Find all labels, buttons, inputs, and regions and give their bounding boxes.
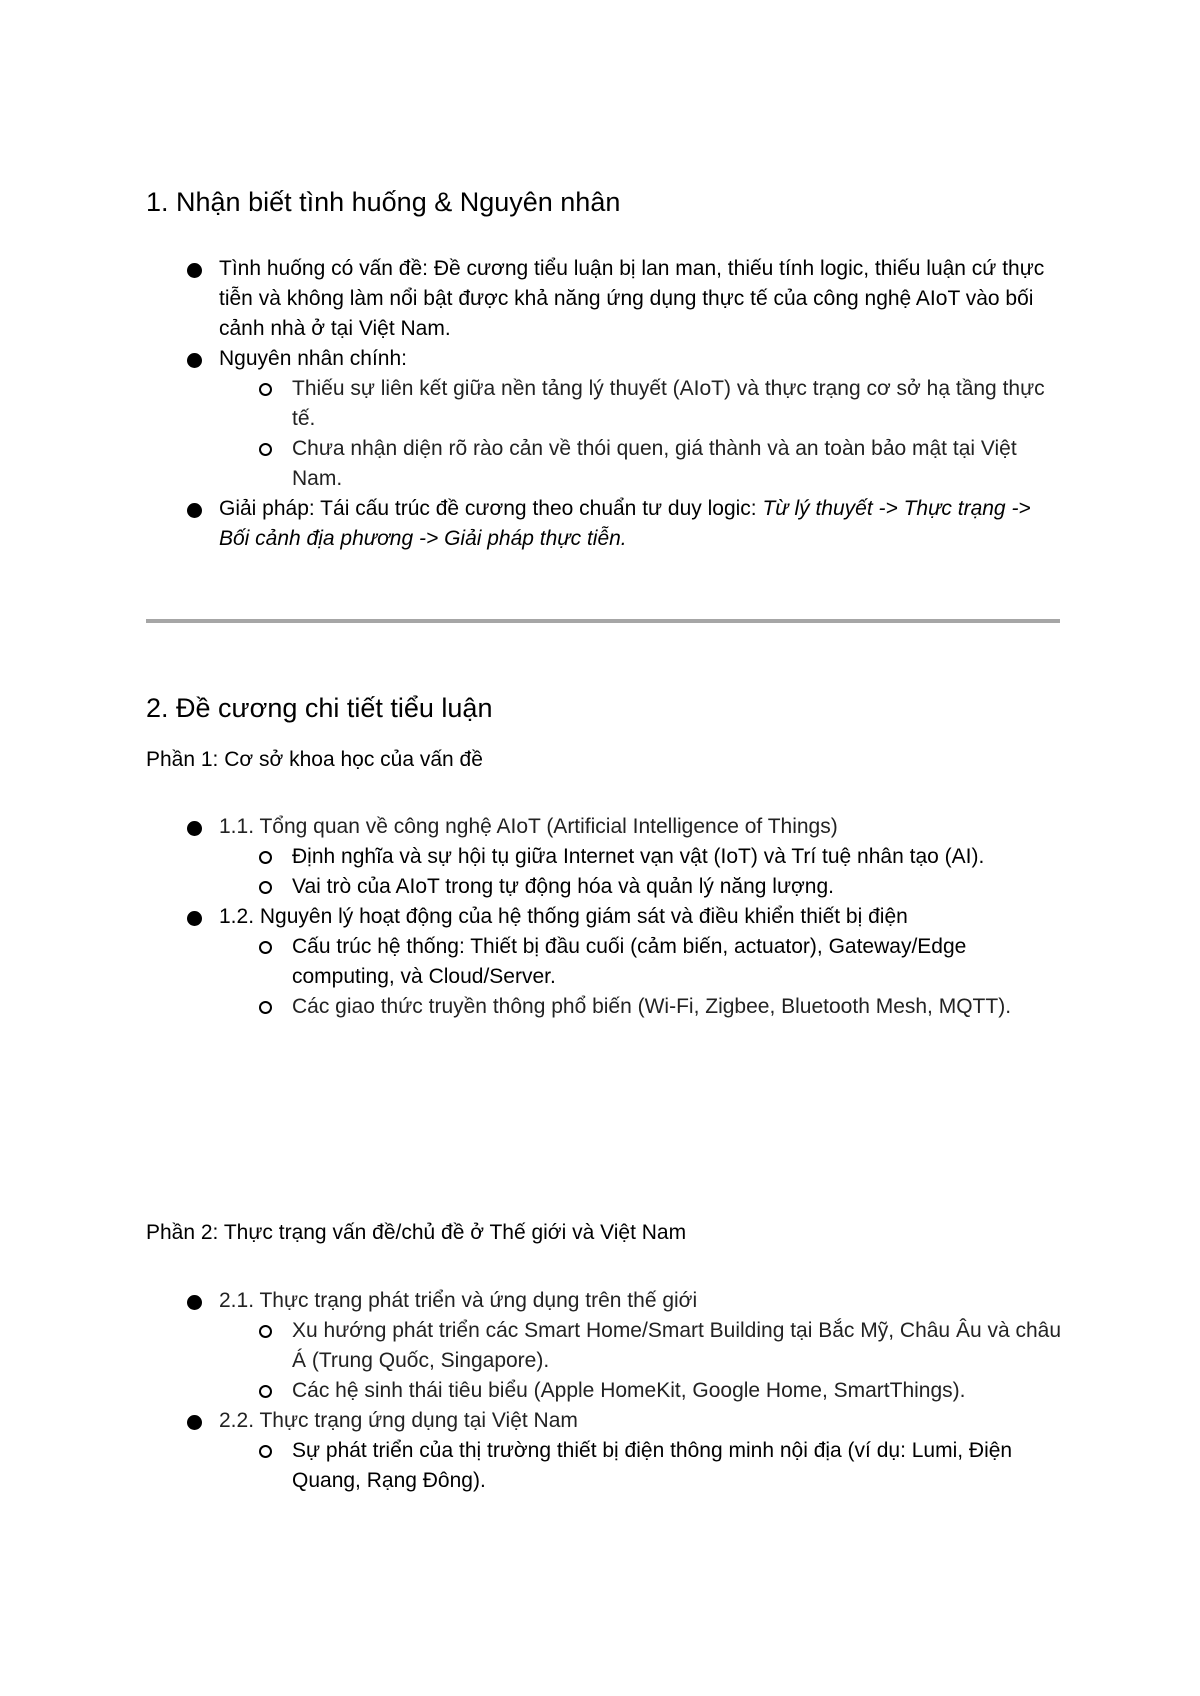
section-1-list — [146, 254, 1066, 554]
list-item-text: 2.1. Thực trạng phát triển và ứng dụng trên thế giới — [219, 1289, 698, 1312]
filled-bullet-icon — [187, 821, 202, 836]
hollow-bullet-icon — [259, 1385, 272, 1398]
sub-list — [146, 1316, 1066, 1406]
section-divider — [146, 619, 1060, 623]
list-item-text: 1.1. Tổng quan về công nghệ AIoT (Artificial Intelligence of Things) — [219, 815, 838, 838]
list-item — [146, 1406, 1066, 1496]
sub-list-item — [146, 1436, 1066, 1496]
sub-list-item — [146, 992, 1066, 1022]
sub-list-item-text: Chưa nhận diện rõ rào cản về thói quen, giá thành và an toàn bảo mật tại Việt Nam. — [292, 437, 1017, 490]
list-item — [146, 344, 1066, 494]
sub-list-item-text: Định nghĩa và sự hội tụ giữa Internet vạn vật (IoT) và Trí tuệ nhân tạo (AI). — [292, 845, 985, 868]
list-item — [146, 902, 1066, 1022]
filled-bullet-icon — [187, 911, 202, 926]
list-item-text: 1.2. Nguyên lý hoạt động của hệ thống giám sát và điều khiển thiết bị điện — [219, 905, 908, 928]
section-2-heading: 2. Đề cương chi tiết tiểu luận — [146, 693, 493, 723]
hollow-bullet-icon — [259, 1001, 272, 1014]
filled-bullet-icon — [187, 263, 202, 278]
part-1-title: Phần 1: Cơ sở khoa học của vấn đề — [146, 748, 483, 771]
solution-flow: Từ lý thuyết -> Thực trạng -> Bối cảnh địa phương -> Giải pháp thực tiễn. — [219, 497, 1031, 550]
hollow-bullet-icon — [259, 443, 272, 456]
hollow-bullet-icon — [259, 851, 272, 864]
sub-list-item-text: Cấu trúc hệ thống: Thiết bị đầu cuối (cảm biến, actuator), Gateway/Edge computing, và Cloud/Server. — [292, 935, 967, 988]
sub-list-item — [146, 1376, 1066, 1406]
sub-list-item-text: Các hệ sinh thái tiêu biểu (Apple HomeKit, Google Home, SmartThings). — [292, 1379, 966, 1402]
part-2-list — [146, 1286, 1066, 1496]
sub-list-item — [146, 1316, 1066, 1376]
part-2-title: Phần 2: Thực trạng vấn đề/chủ đề ở Thế giới và Việt Nam — [146, 1221, 687, 1244]
hollow-bullet-icon — [259, 1325, 272, 1338]
sub-list — [146, 842, 1066, 902]
sub-list-item — [146, 374, 1066, 434]
sub-list — [146, 1436, 1066, 1496]
solution-prefix: Giải pháp: Tái cấu trúc đề cương theo chuẩn tư duy logic: — [219, 497, 763, 520]
filled-bullet-icon — [187, 1415, 202, 1430]
list-item — [146, 1286, 1066, 1406]
sub-list — [146, 932, 1066, 1022]
list-item-text: Nguyên nhân chính: — [219, 347, 407, 370]
sub-list-item-text: Vai trò của AIoT trong tự động hóa và quản lý năng lượng. — [292, 875, 834, 898]
sub-list-item-text: Các giao thức truyền thông phổ biến (Wi-Fi, Zigbee, Bluetooth Mesh, MQTT). — [292, 995, 1012, 1018]
sub-list-item — [146, 434, 1066, 494]
sub-list-item — [146, 842, 1066, 872]
sub-list-item — [146, 932, 1066, 992]
list-item-text: 2.2. Thực trạng ứng dụng tại Việt Nam — [219, 1409, 578, 1432]
hollow-bullet-icon — [259, 881, 272, 894]
part-1-list — [146, 812, 1066, 1022]
filled-bullet-icon — [187, 503, 202, 518]
list-item-text — [219, 494, 1066, 554]
sub-list — [146, 374, 1066, 494]
hollow-bullet-icon — [259, 941, 272, 954]
filled-bullet-icon — [187, 1295, 202, 1310]
filled-bullet-icon — [187, 353, 202, 368]
sub-list-item-text: Sự phát triển của thị trường thiết bị điện thông minh nội địa (ví dụ: Lumi, Điện Quang, Rạng Đông). — [292, 1439, 1013, 1492]
list-item — [146, 494, 1066, 554]
list-item-text: Tình huống có vấn đề: Đề cương tiểu luận bị lan man, thiếu tính logic, thiếu luận cứ thực tiễn và không làm nổi bật được khả năng ứng dụng thực tế của công nghệ AIoT vào bối cảnh nhà ở tại Việt Nam. — [219, 257, 1045, 340]
list-item — [146, 812, 1066, 902]
list-item — [146, 254, 1066, 344]
hollow-bullet-icon — [259, 1445, 272, 1458]
sub-list-item-text: Thiếu sự liên kết giữa nền tảng lý thuyết (AIoT) và thực trạng cơ sở hạ tầng thực tế. — [292, 377, 1045, 430]
hollow-bullet-icon — [259, 383, 272, 396]
sub-list-item-text: Xu hướng phát triển các Smart Home/Smart Building tại Bắc Mỹ, Châu Âu và châu Á (Trung Quốc, Singapore). — [292, 1319, 1062, 1372]
section-1-heading: 1. Nhận biết tình huống & Nguyên nhân — [146, 187, 621, 217]
sub-list-item — [146, 872, 1066, 902]
